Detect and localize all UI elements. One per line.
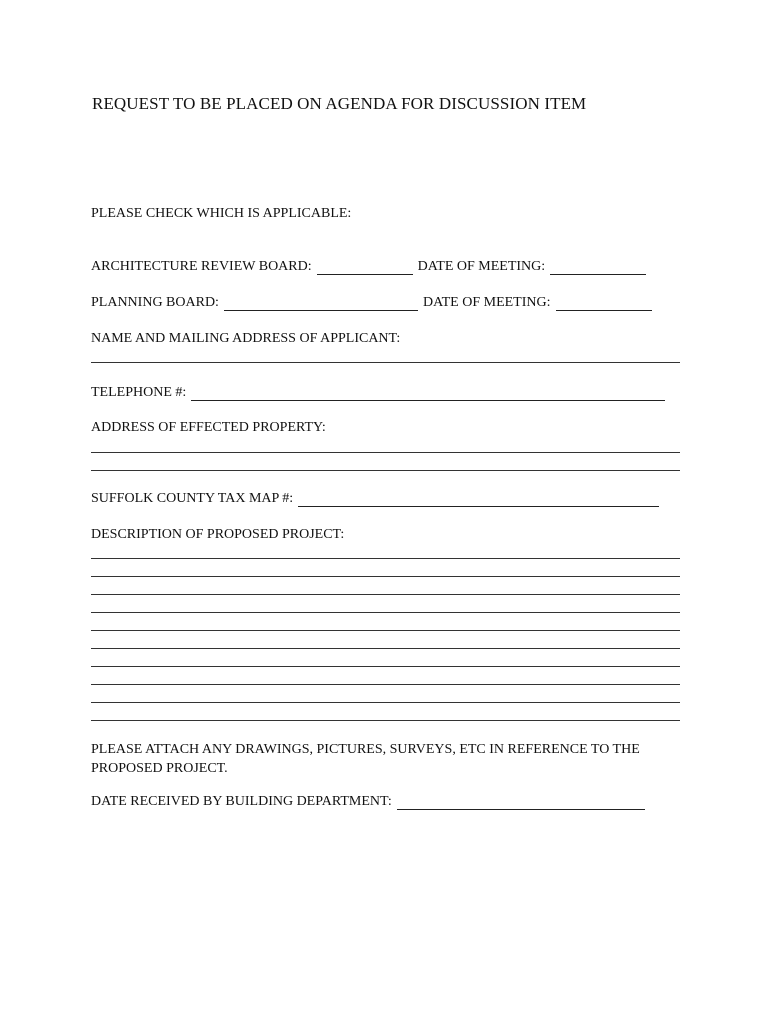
telephone-label: TELEPHONE #: — [91, 385, 187, 400]
check-instruction — [91, 206, 351, 222]
description-line[interactable] — [91, 612, 680, 613]
arb-row — [91, 259, 646, 275]
description-label: DESCRIPTION OF PROPOSED PROJECT: — [91, 527, 345, 542]
planning-date-label: DATE OF MEETING: — [422, 295, 551, 310]
description-line[interactable] — [91, 702, 680, 703]
planning-check-blank[interactable] — [224, 296, 418, 311]
attach-note: PLEASE ATTACH ANY DRAWINGS, PICTURES, SURVEYS, ETC IN REFERENCE TO THE PROPOSED PROJECT. — [91, 742, 640, 776]
description-line[interactable] — [91, 576, 680, 577]
date-received-blank[interactable] — [397, 795, 645, 810]
description-line[interactable] — [91, 594, 680, 595]
tax-map-row — [91, 491, 659, 507]
tax-map-blank[interactable] — [298, 492, 659, 507]
arb-check-blank[interactable] — [317, 260, 413, 275]
description-line[interactable] — [91, 666, 680, 667]
description-line[interactable] — [91, 648, 680, 649]
planning-label: PLANNING BOARD: — [91, 295, 219, 310]
name-address-line[interactable] — [91, 362, 680, 363]
tax-map-label: SUFFOLK COUNTY TAX MAP #: — [91, 491, 294, 506]
check-instruction-label: PLEASE CHECK WHICH IS APPLICABLE: — [91, 206, 352, 221]
arb-label: ARCHITECTURE REVIEW BOARD: — [91, 259, 312, 274]
property-address-line-2[interactable] — [91, 470, 680, 471]
description-line[interactable] — [91, 684, 680, 685]
description-row — [91, 527, 344, 543]
planning-row — [91, 295, 652, 311]
description-line[interactable] — [91, 720, 680, 721]
name-address-row — [91, 331, 400, 347]
form-title: REQUEST TO BE PLACED ON AGENDA FOR DISCUSSION ITEM — [92, 94, 587, 113]
date-received-label: DATE RECEIVED BY BUILDING DEPARTMENT: — [91, 794, 392, 809]
telephone-row — [91, 385, 665, 401]
telephone-blank[interactable] — [191, 386, 665, 401]
date-received-row — [91, 794, 645, 810]
description-line[interactable] — [91, 630, 680, 631]
property-address-row — [91, 420, 326, 436]
planning-date-blank[interactable] — [556, 296, 652, 311]
description-line[interactable] — [91, 558, 680, 559]
property-address-line-1[interactable] — [91, 452, 680, 453]
name-address-label: NAME AND MAILING ADDRESS OF APPLICANT: — [91, 331, 401, 346]
arb-date-blank[interactable] — [550, 260, 646, 275]
property-address-label: ADDRESS OF EFFECTED PROPERTY: — [91, 420, 326, 435]
arb-date-label: DATE OF MEETING: — [417, 259, 546, 274]
